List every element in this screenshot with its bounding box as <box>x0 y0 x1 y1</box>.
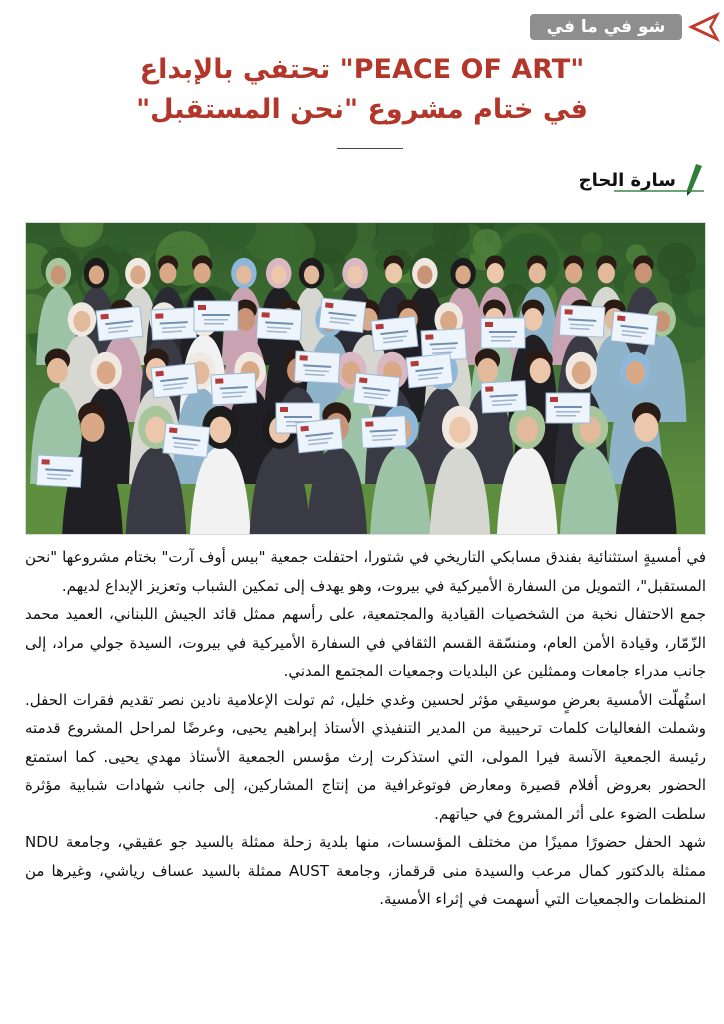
title-line-2: في ختام مشروع "نحن المستقبل" <box>136 94 588 125</box>
article-paragraph-4: شهد الحفل حضورًا مميزًا من مختلف المؤسسات، منها بلدية زحلة ممثلة بالسيد جو عقيقي، وجامعة NDU ممثلة بالدكتور كمال مرعب والسيدة منى قرقماز، وجامعة AUST ممثلة بالسيد عساف رياشي، وغيرها من المنظمات والجمعيات التي أسهمت في إثراء الأمسية. <box>25 833 706 908</box>
group-photo <box>25 222 706 535</box>
author-byline <box>579 160 704 200</box>
article-body <box>25 543 706 914</box>
article-paragraph-2: جمع الاحتفال نخبة من الشخصيات القيادية والمجتمعية، على رأسهم ممثل قائد الجيش اللبناني، العميد محمد الزّمّار، وقيادة الأمن العام، ومنسّقة القسم الثقافي في السفارة الأميركية في بيروت، السيدة جولي مراد، إلى جانب مدراء جامعات وممثلين عن البلديات وجمعيات المجتمع المدني. <box>25 605 706 680</box>
section-tag: شو في ما في <box>530 14 682 40</box>
article-paragraph-1: في أمسيةٍ استثنائية بفندق مسابكي التاريخي في شتورا، احتفلت جمعية "بيس أوف آرت" بختام مشروعها "نحن المستقبل"، التمويل من السفارة الأميركية في بيروت، وهو يهدف إلى تمكين الشباب وتعزيز الإبداع لديهم. <box>25 548 706 595</box>
group-photo-illustration <box>26 223 706 535</box>
article-title <box>60 50 664 130</box>
title-line-1: "PEACE OF ART" تحتفي بالإبداع <box>139 54 585 85</box>
article-paragraph-3: استُهلّت الأمسية بعرضٍ موسيقي مؤثر لحسين وغدي خليل، ثم تولت الإعلامية نادين نصر تقديم فقرات الحفل. وشملت الفعاليات كلمات ترحيبية من المدير التنفيذي الأستاذ إبراهيم يحيى، وعرضًا لمراحل المشروع قدمته رئيسة الجمعية الآنسة فيرا المولى، التي استذكرت إرث مؤسس الجمعية الأستاذ مهدي يحيى. كما استمتع الحضور بعروض أفلام قصيرة ومعارض فوتوغرافية من إنتاج المشاركين، إلى جانب شهادات شبابية مؤثرة سلطت الضوء على أثر المشروع في حياتهم. <box>25 690 706 823</box>
author-underline <box>614 190 704 192</box>
title-divider <box>337 148 403 149</box>
section-arrow-icon <box>686 10 722 44</box>
author-name: سارة الحاج <box>578 169 676 191</box>
